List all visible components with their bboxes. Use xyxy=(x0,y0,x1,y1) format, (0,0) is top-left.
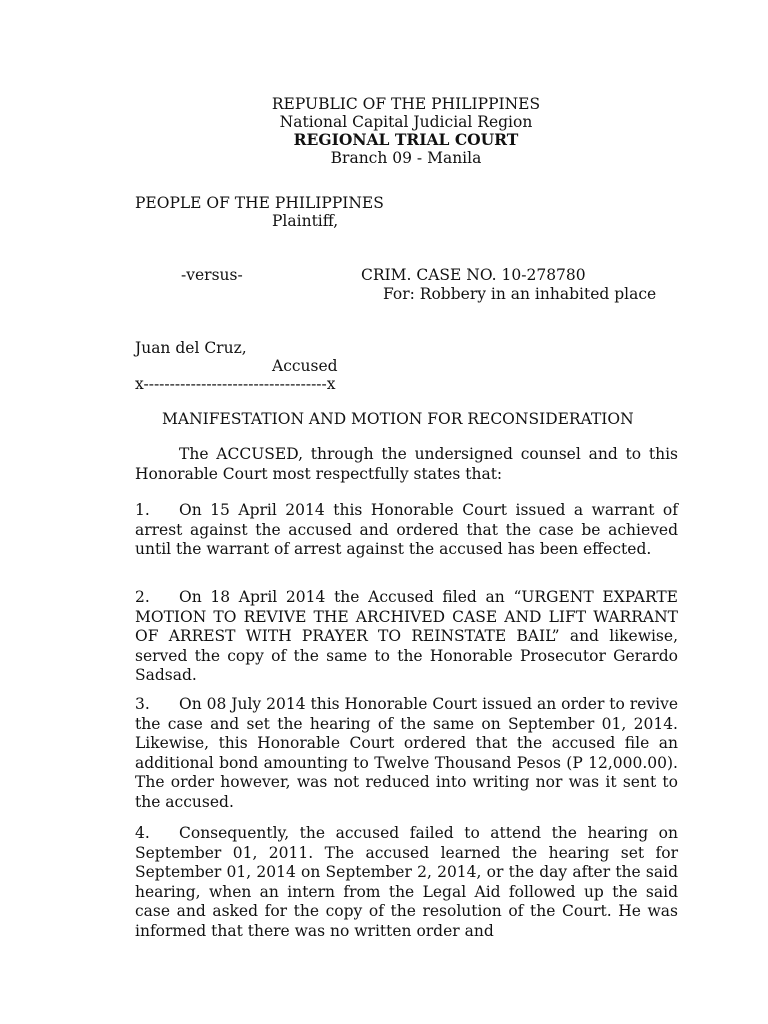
versus-label: -versus- xyxy=(181,266,243,284)
paragraph-text: On 18 April 2014 the Accused filed an “URGENT EXPARTE MOTION TO REVIVE THE ARCHIVED CASE AND LIFT WARRANT OF ARREST WITH PRAYER TO REINSTATE BAIL” and likewise, served the copy of the same to the Honorable Prosecutor Gerardo Sadsad. xyxy=(135,588,678,685)
paragraph-number: 2. xyxy=(135,588,150,606)
accused-name: Juan del Cruz, xyxy=(135,339,247,357)
paragraph-text: On 08 July 2014 this Honorable Court issued an order to revive the case and set the hearing of the same on September 01, 2014. Likewise, this Honorable Court ordered that the accused file an additional bond amounting to Twelve Thousand Pesos (P 12,000.00). The order however, was not reduced into writing nor was it sent to the accused. xyxy=(135,695,678,811)
caption-separator: x-----------------------------------x xyxy=(135,375,336,393)
paragraph-number: 4. xyxy=(135,824,150,842)
document-title: MANIFESTATION AND MOTION FOR RECONSIDERATION xyxy=(162,410,634,428)
header-court: REGIONAL TRIAL COURT xyxy=(293,130,519,149)
paragraph-text: Consequently, the accused failed to attend the hearing on September 01, 2011. The accused learned the hearing set for September 01, 2014 on September 2, 2014, or the day after the said hearing, when an intern from the Legal Aid followed up the said case and asked for the copy of the resolution of the Court. He was informed that there was no written order and xyxy=(135,824,678,940)
numbered-paragraph xyxy=(135,501,678,560)
case-number: CRIM. CASE NO. 10-278780 xyxy=(361,266,586,284)
numbered-paragraph xyxy=(135,695,678,813)
plaintiff-name: PEOPLE OF THE PHILIPPINES xyxy=(135,194,384,212)
numbered-paragraph xyxy=(135,588,678,686)
header-branch: Branch 09 - Manila xyxy=(330,149,482,167)
paragraph-text: On 15 April 2014 this Honorable Court issued a warrant of arrest against the accused and ordered that the case be achieved until the warrant of arrest against the accused has been effected. xyxy=(135,501,678,559)
header-republic: REPUBLIC OF THE PHILIPPINES xyxy=(271,95,541,113)
case-for: For: Robbery in an inhabited place xyxy=(383,285,657,303)
intro-text: The ACCUSED, through the undersigned counsel and to this Honorable Court most respectfully states that: xyxy=(135,445,678,483)
plaintiff-role: Plaintiff, xyxy=(272,212,339,230)
numbered-paragraph xyxy=(135,824,678,942)
paragraph-number: 1. xyxy=(135,501,150,519)
intro-paragraph xyxy=(135,445,678,484)
accused-role: Accused xyxy=(272,357,338,375)
paragraph-number: 3. xyxy=(135,695,150,713)
header-region: National Capital Judicial Region xyxy=(279,113,533,131)
